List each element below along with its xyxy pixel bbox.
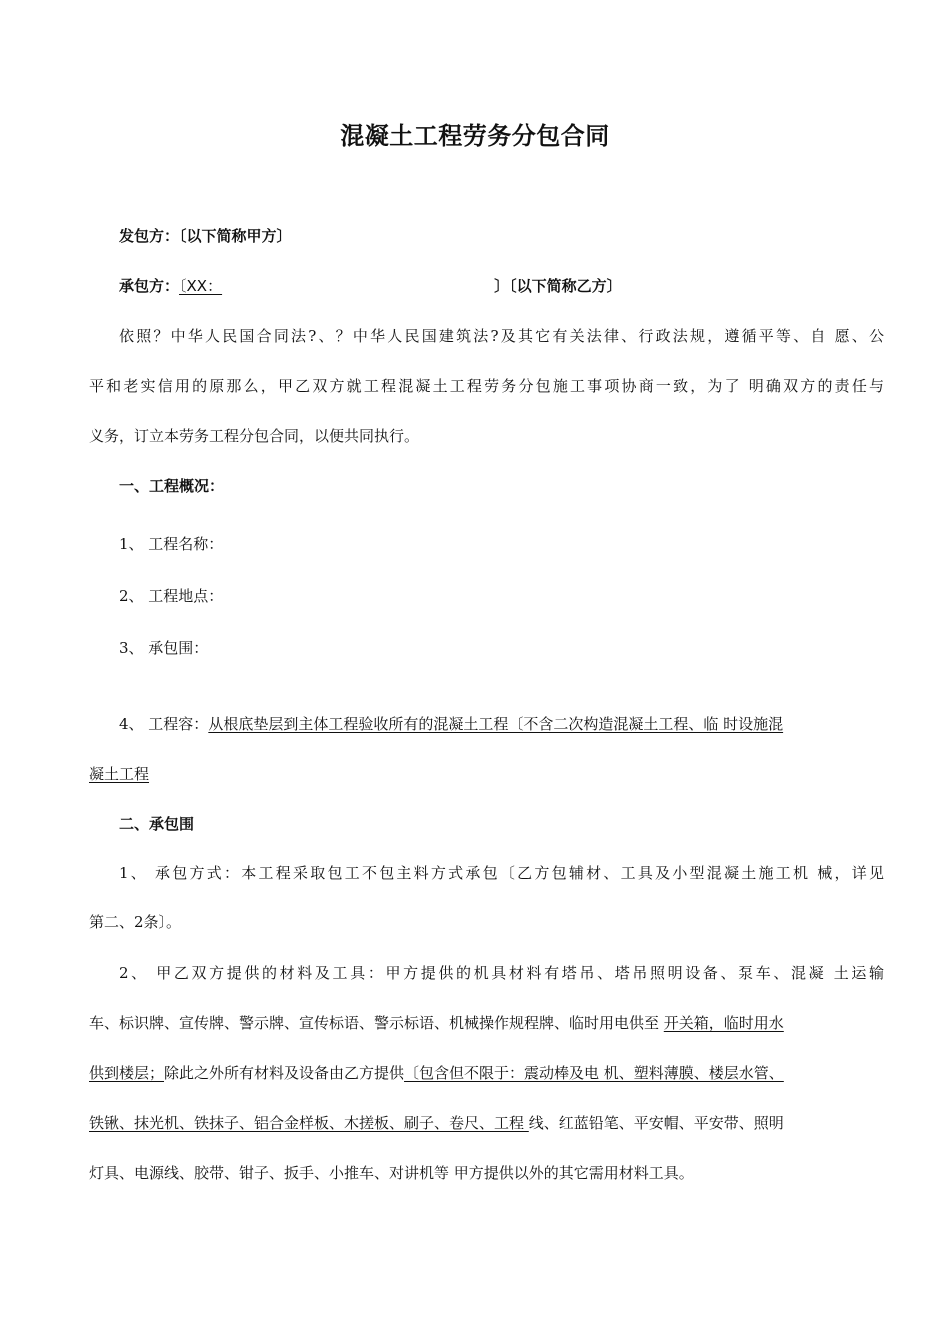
section2-p2-line4	[89, 1113, 884, 1133]
section1-item4	[119, 714, 884, 734]
section2-p2-line3	[89, 1063, 884, 1083]
section1-item2: 2、 工程地点：	[119, 587, 224, 605]
p2-line4-text: 线、红蓝铅笔、平安帽、平安带、照明	[528, 1114, 784, 1132]
document-title: 混凝土工程劳务分包合同	[340, 122, 610, 150]
section2-p2-line1: 2、 甲乙双方提供的材料及工具：甲方提供的机具材料有塔吊、塔吊照明设备、泵车、混凝 土运输	[119, 964, 884, 982]
party-b-label: 承包方：	[119, 277, 180, 295]
party-b-line	[119, 276, 884, 296]
section2-p1-line2: 第二、2条〕。	[89, 913, 182, 931]
section1-item3: 3、 承包围：	[119, 639, 209, 657]
p2-line2-text: 车、标识牌、宣传牌、警示牌、宣传标语、警示标语、机械操作规程牌、临时用电供至	[89, 1014, 664, 1032]
p2-line3-underlined-1: 供到楼层；	[89, 1064, 165, 1082]
intro-line-1: 依照？中华人民国合同法?、？中华人民国建筑法?及其它有关法律、行政法规，遵循平等、自 愿、公	[119, 327, 884, 345]
party-b-value: 〔XX：	[179, 277, 223, 295]
intro-line-2: 平和老实信用的原那么，甲乙双方就工程混凝土工程劳务分包施工事项协商一致，为了 明确双方的责任与	[89, 377, 884, 395]
section2-p2-line2	[89, 1013, 884, 1033]
section1-item1: 1、 工程名称：	[119, 535, 224, 553]
p2-line3-text: 除此之外所有材料及设备由乙方提供	[164, 1064, 405, 1082]
section2-p2-line5: 灯具、电源线、胶带、钳子、扳手、小推车、对讲机等 甲方提供以外的其它需用材料工具。	[89, 1164, 694, 1182]
section1-item4-content: 从根底垫层到主体工程验收所有的混凝土工程〔不含二次构造混凝土工程、临 时设施混	[208, 715, 784, 733]
section1-item4-prefix: 4、 工程容：	[119, 715, 209, 733]
party-b-suffix: 〕〔以下简称乙方〕	[494, 277, 622, 295]
intro-line-3: 义务，订立本劳务工程分包合同，以便共同执行。	[89, 427, 420, 445]
p2-line4-underlined: 铁锹、抹光机、铁抹子、铝合金样板、木搓板、刷子、卷尺、工程	[89, 1114, 529, 1132]
party-a-line: 发包方：〔以下简称甲方〕	[119, 227, 292, 245]
p2-line2-underlined: 开关箱，临时用水	[663, 1014, 784, 1032]
section1-heading: 一、工程概况：	[119, 477, 225, 495]
section2-p1-line1: 1、 承包方式：本工程采取包工不包主料方式承包〔乙方包辅材、工具及小型混凝土施工机 械，详见	[119, 864, 884, 882]
section2-heading: 二、承包围	[119, 815, 195, 833]
section1-item4-continued: 凝土工程	[89, 765, 150, 783]
p2-line3-underlined-2: 〔包含但不限于：震动棒及电 机、塑料薄膜、楼层水管、	[404, 1064, 784, 1082]
